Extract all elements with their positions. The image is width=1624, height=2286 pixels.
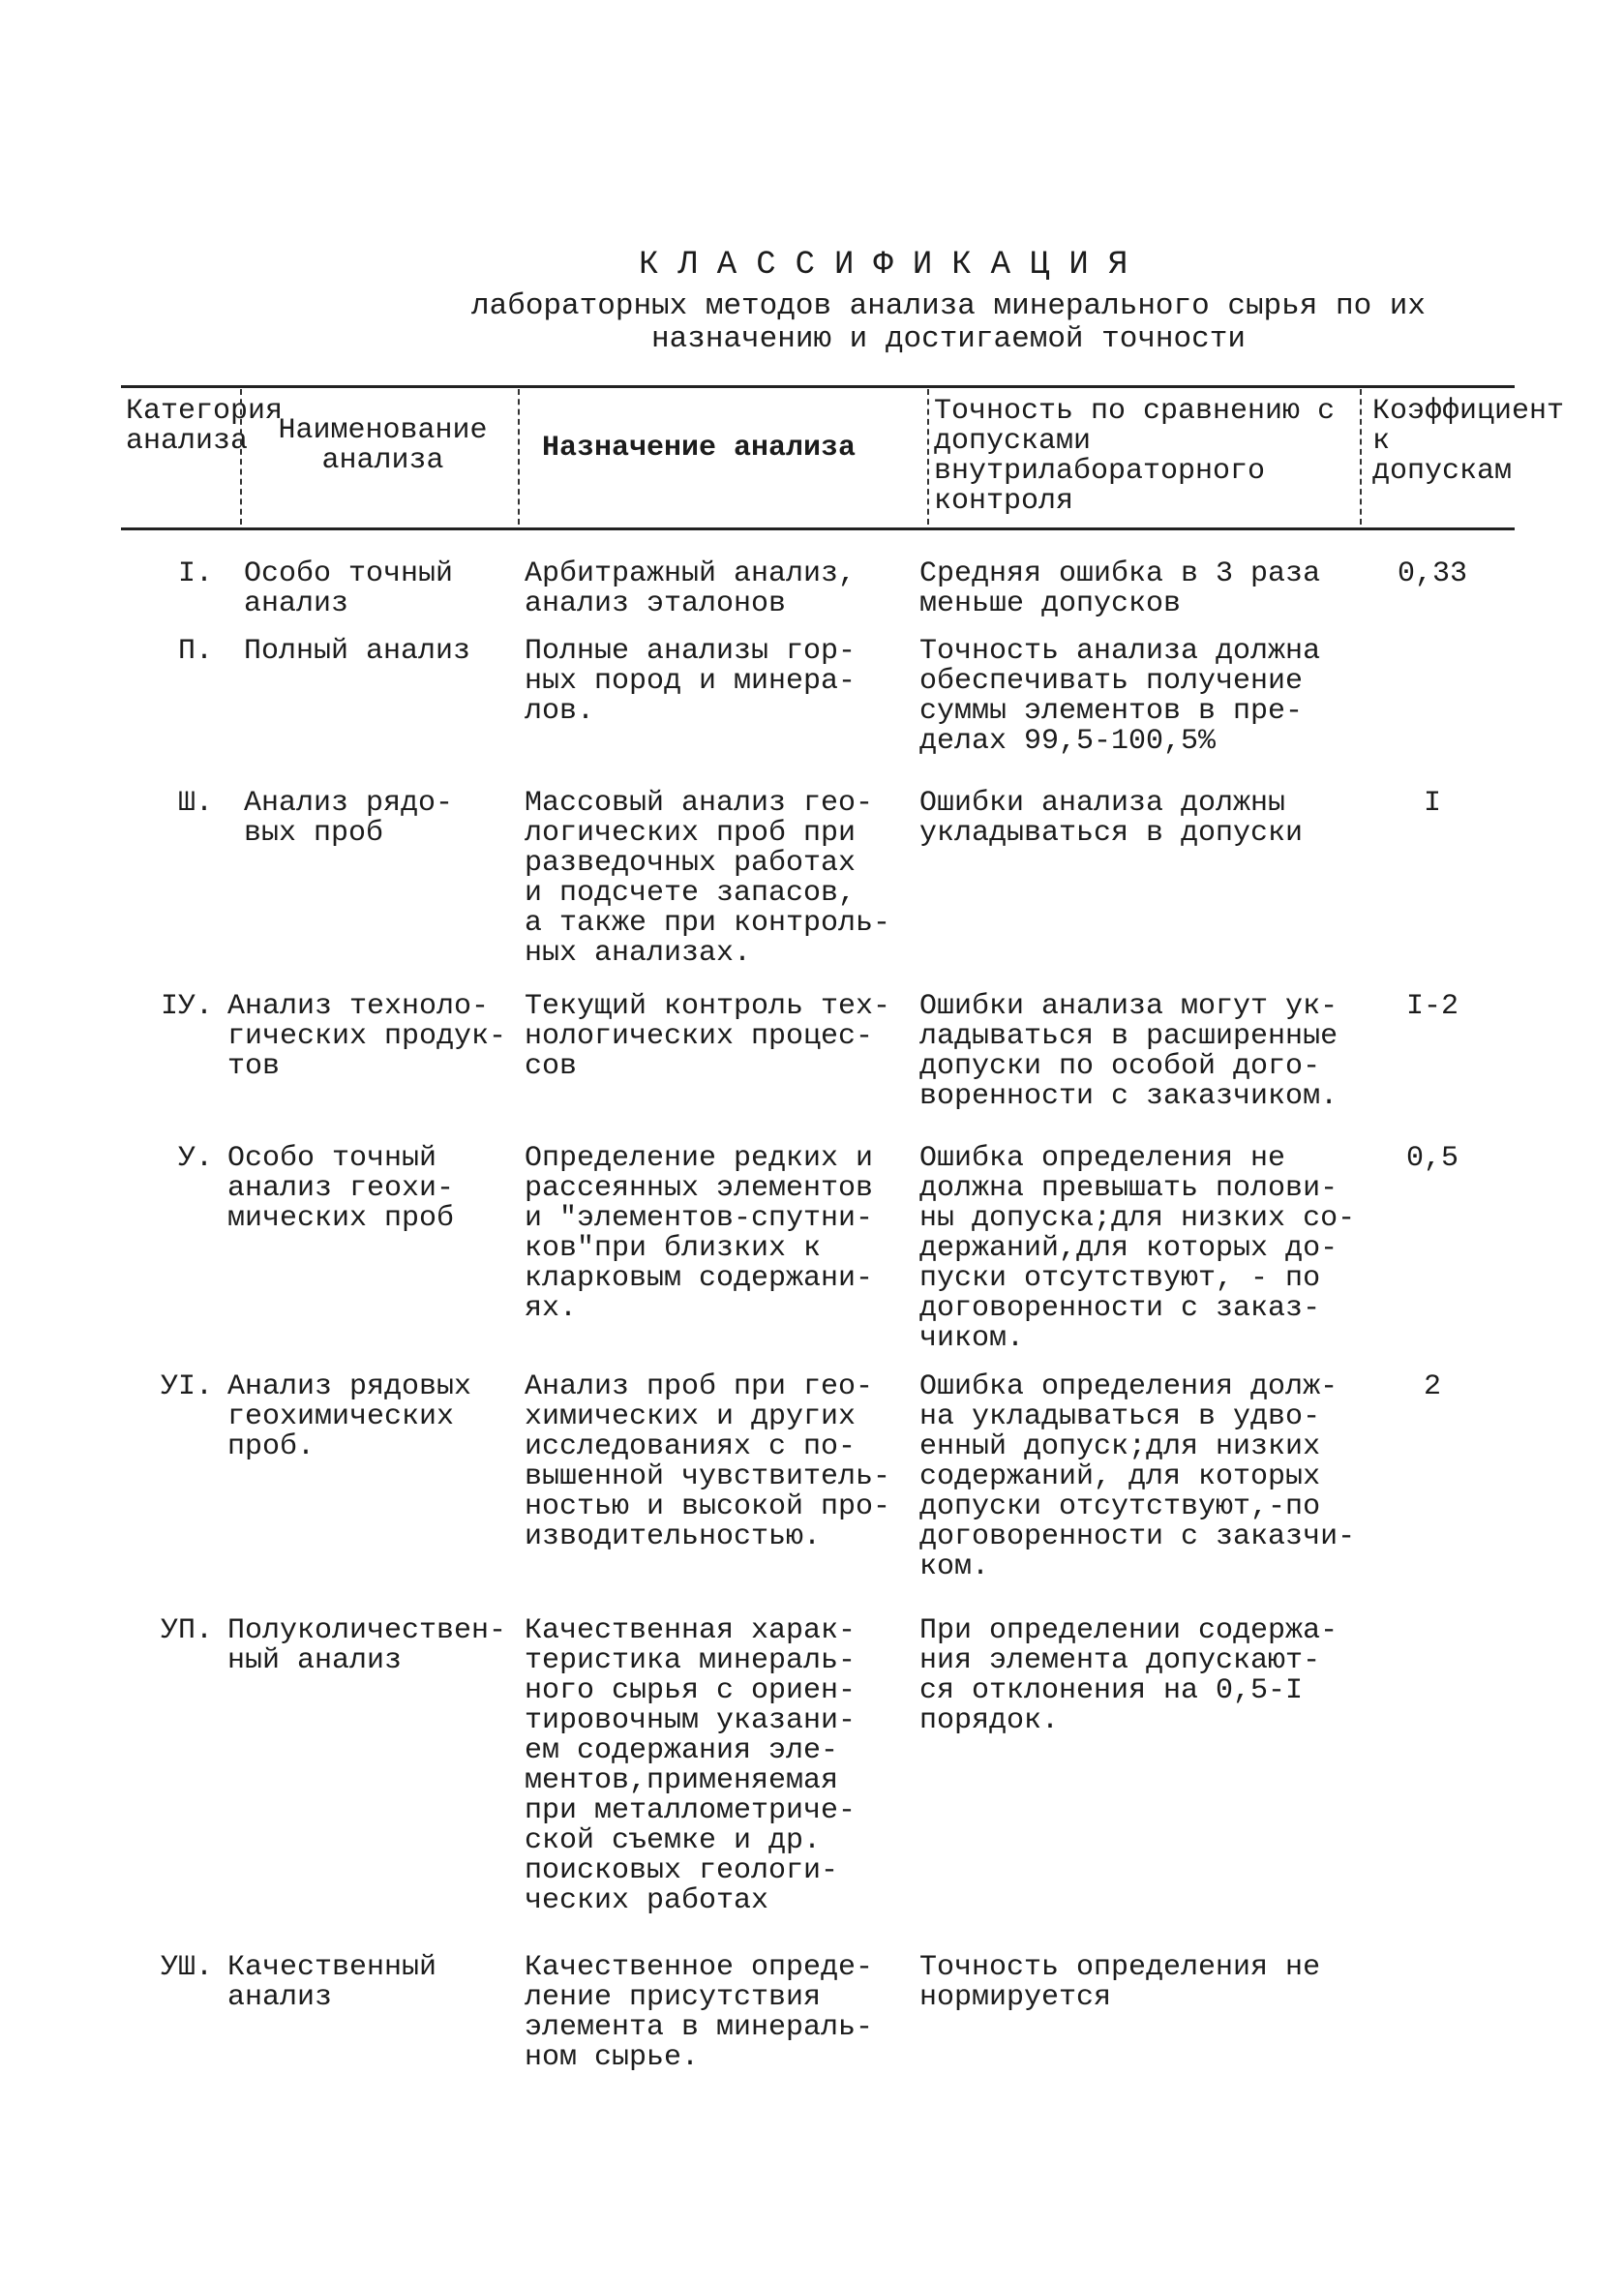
row-1-coefficient: 0,33 bbox=[1397, 557, 1467, 590]
row-6-category: УI. bbox=[160, 1370, 213, 1403]
row-3-name: Анализ рядо- вых проб bbox=[244, 787, 454, 850]
row-8-category: УШ. bbox=[160, 1951, 213, 1984]
row-4-name: Анализ техноло- гических продук- тов bbox=[227, 990, 507, 1083]
row-2-name: Полный анализ bbox=[244, 635, 471, 668]
row-1-category: I. bbox=[177, 557, 213, 590]
row-4-accuracy: Ошибки анализа могут ук- ладываться в расширенные допуски по особой дого- воренности с заказчиком. bbox=[919, 990, 1338, 1113]
row-5-purpose: Определение редких и рассеянных элементов и "элементов-спутни- ков"при близких к кларковым содержани- ях. bbox=[525, 1142, 874, 1325]
row-3-category: Ш. bbox=[177, 787, 213, 820]
row-2-category: П. bbox=[177, 635, 213, 668]
header-separator-4 bbox=[1360, 389, 1362, 525]
header-category: Категория анализа bbox=[126, 395, 284, 458]
document-title: КЛАССИФИКАЦИЯ bbox=[639, 247, 1148, 284]
row-3-coefficient: I bbox=[1423, 787, 1441, 820]
row-1-name: Особо точный анализ bbox=[244, 557, 454, 620]
header-separator-1 bbox=[240, 389, 242, 525]
table-header-rule bbox=[121, 527, 1515, 530]
header-accuracy: Точность по сравнению с допусками внутрилабораторного контроля bbox=[934, 395, 1336, 518]
row-4-coefficient: I-2 bbox=[1405, 990, 1459, 1023]
row-3-accuracy: Ошибки анализа должны укладываться в допуски bbox=[919, 787, 1304, 850]
document-subtitle: лабораторных методов анализа минерального сырья по их назначению и достигаемой точности bbox=[471, 289, 1426, 356]
header-purpose: Назначение анализа bbox=[542, 432, 857, 465]
row-6-accuracy: Ошибка определения долж- на укладываться в удво- енный допуск;для низких содержаний, для которых допуски отсутствуют,-по договоренности с заказчи- ком. bbox=[919, 1370, 1356, 1583]
row-7-purpose: Качественная харак- теристика минераль- ного сырья с ориен- тировочным указани- ем содержания эле- ментов,применяемая при металлометриче- ской съемке и др. поисковых геологи- ческих работах bbox=[525, 1614, 857, 1917]
row-7-name: Полуколичествен- ный анализ bbox=[227, 1614, 507, 1677]
row-1-purpose: Арбитражный анализ, анализ эталонов bbox=[525, 557, 857, 620]
row-6-coefficient: 2 bbox=[1423, 1370, 1441, 1403]
row-2-accuracy: Точность анализа должна обеспечивать получение суммы элементов в пре- делах 99,5-100,5% bbox=[919, 635, 1321, 758]
row-4-category: IУ. bbox=[160, 990, 213, 1023]
table-top-rule bbox=[121, 385, 1515, 388]
header-name: Наименование анализа bbox=[278, 414, 488, 477]
row-2-purpose: Полные анализы гор- ных пород и минера- лов. bbox=[525, 635, 857, 728]
row-8-purpose: Качественное опреде- ление присутствия элемента в минераль- ном сырье. bbox=[525, 1951, 874, 2074]
row-1-accuracy: Средняя ошибка в 3 раза меньше допусков bbox=[919, 557, 1321, 620]
row-3-purpose: Массовый анализ гео- логических проб при разведочных работах и подсчете запасов, а также при контроль- ных анализах. bbox=[525, 787, 891, 970]
row-6-name: Анализ рядовых геохимических проб. bbox=[227, 1370, 472, 1463]
row-5-coefficient: 0,5 bbox=[1405, 1142, 1459, 1175]
row-8-accuracy: Точность определения не нормируется bbox=[919, 1951, 1321, 2014]
row-5-name: Особо точный анализ геохи- мических проб bbox=[227, 1142, 455, 1235]
row-5-accuracy: Ошибка определения не должна превышать полови- ны допуска;для низких со- держаний,для которых до- пуски отсутствуют, - по договоренности с заказ- чиком. bbox=[919, 1142, 1356, 1355]
header-separator-2 bbox=[518, 389, 520, 525]
row-4-purpose: Текущий контроль тех- нологических процес- сов bbox=[525, 990, 891, 1083]
row-5-category: У. bbox=[177, 1142, 213, 1175]
row-8-name: Качественный анализ bbox=[227, 1951, 437, 2014]
row-7-accuracy: При определении содержа- ния элемента допускают- ся отклонения на 0,5-I порядок. bbox=[919, 1614, 1338, 1737]
row-6-purpose: Анализ проб при гео- химических и других исследованиях с по- вышенной чувствитель- ностью и высокой про- изводительностью. bbox=[525, 1370, 891, 1553]
header-separator-3 bbox=[927, 389, 929, 525]
header-coefficient: Коэффициент к допускам bbox=[1372, 395, 1565, 488]
row-7-category: УП. bbox=[160, 1614, 213, 1647]
